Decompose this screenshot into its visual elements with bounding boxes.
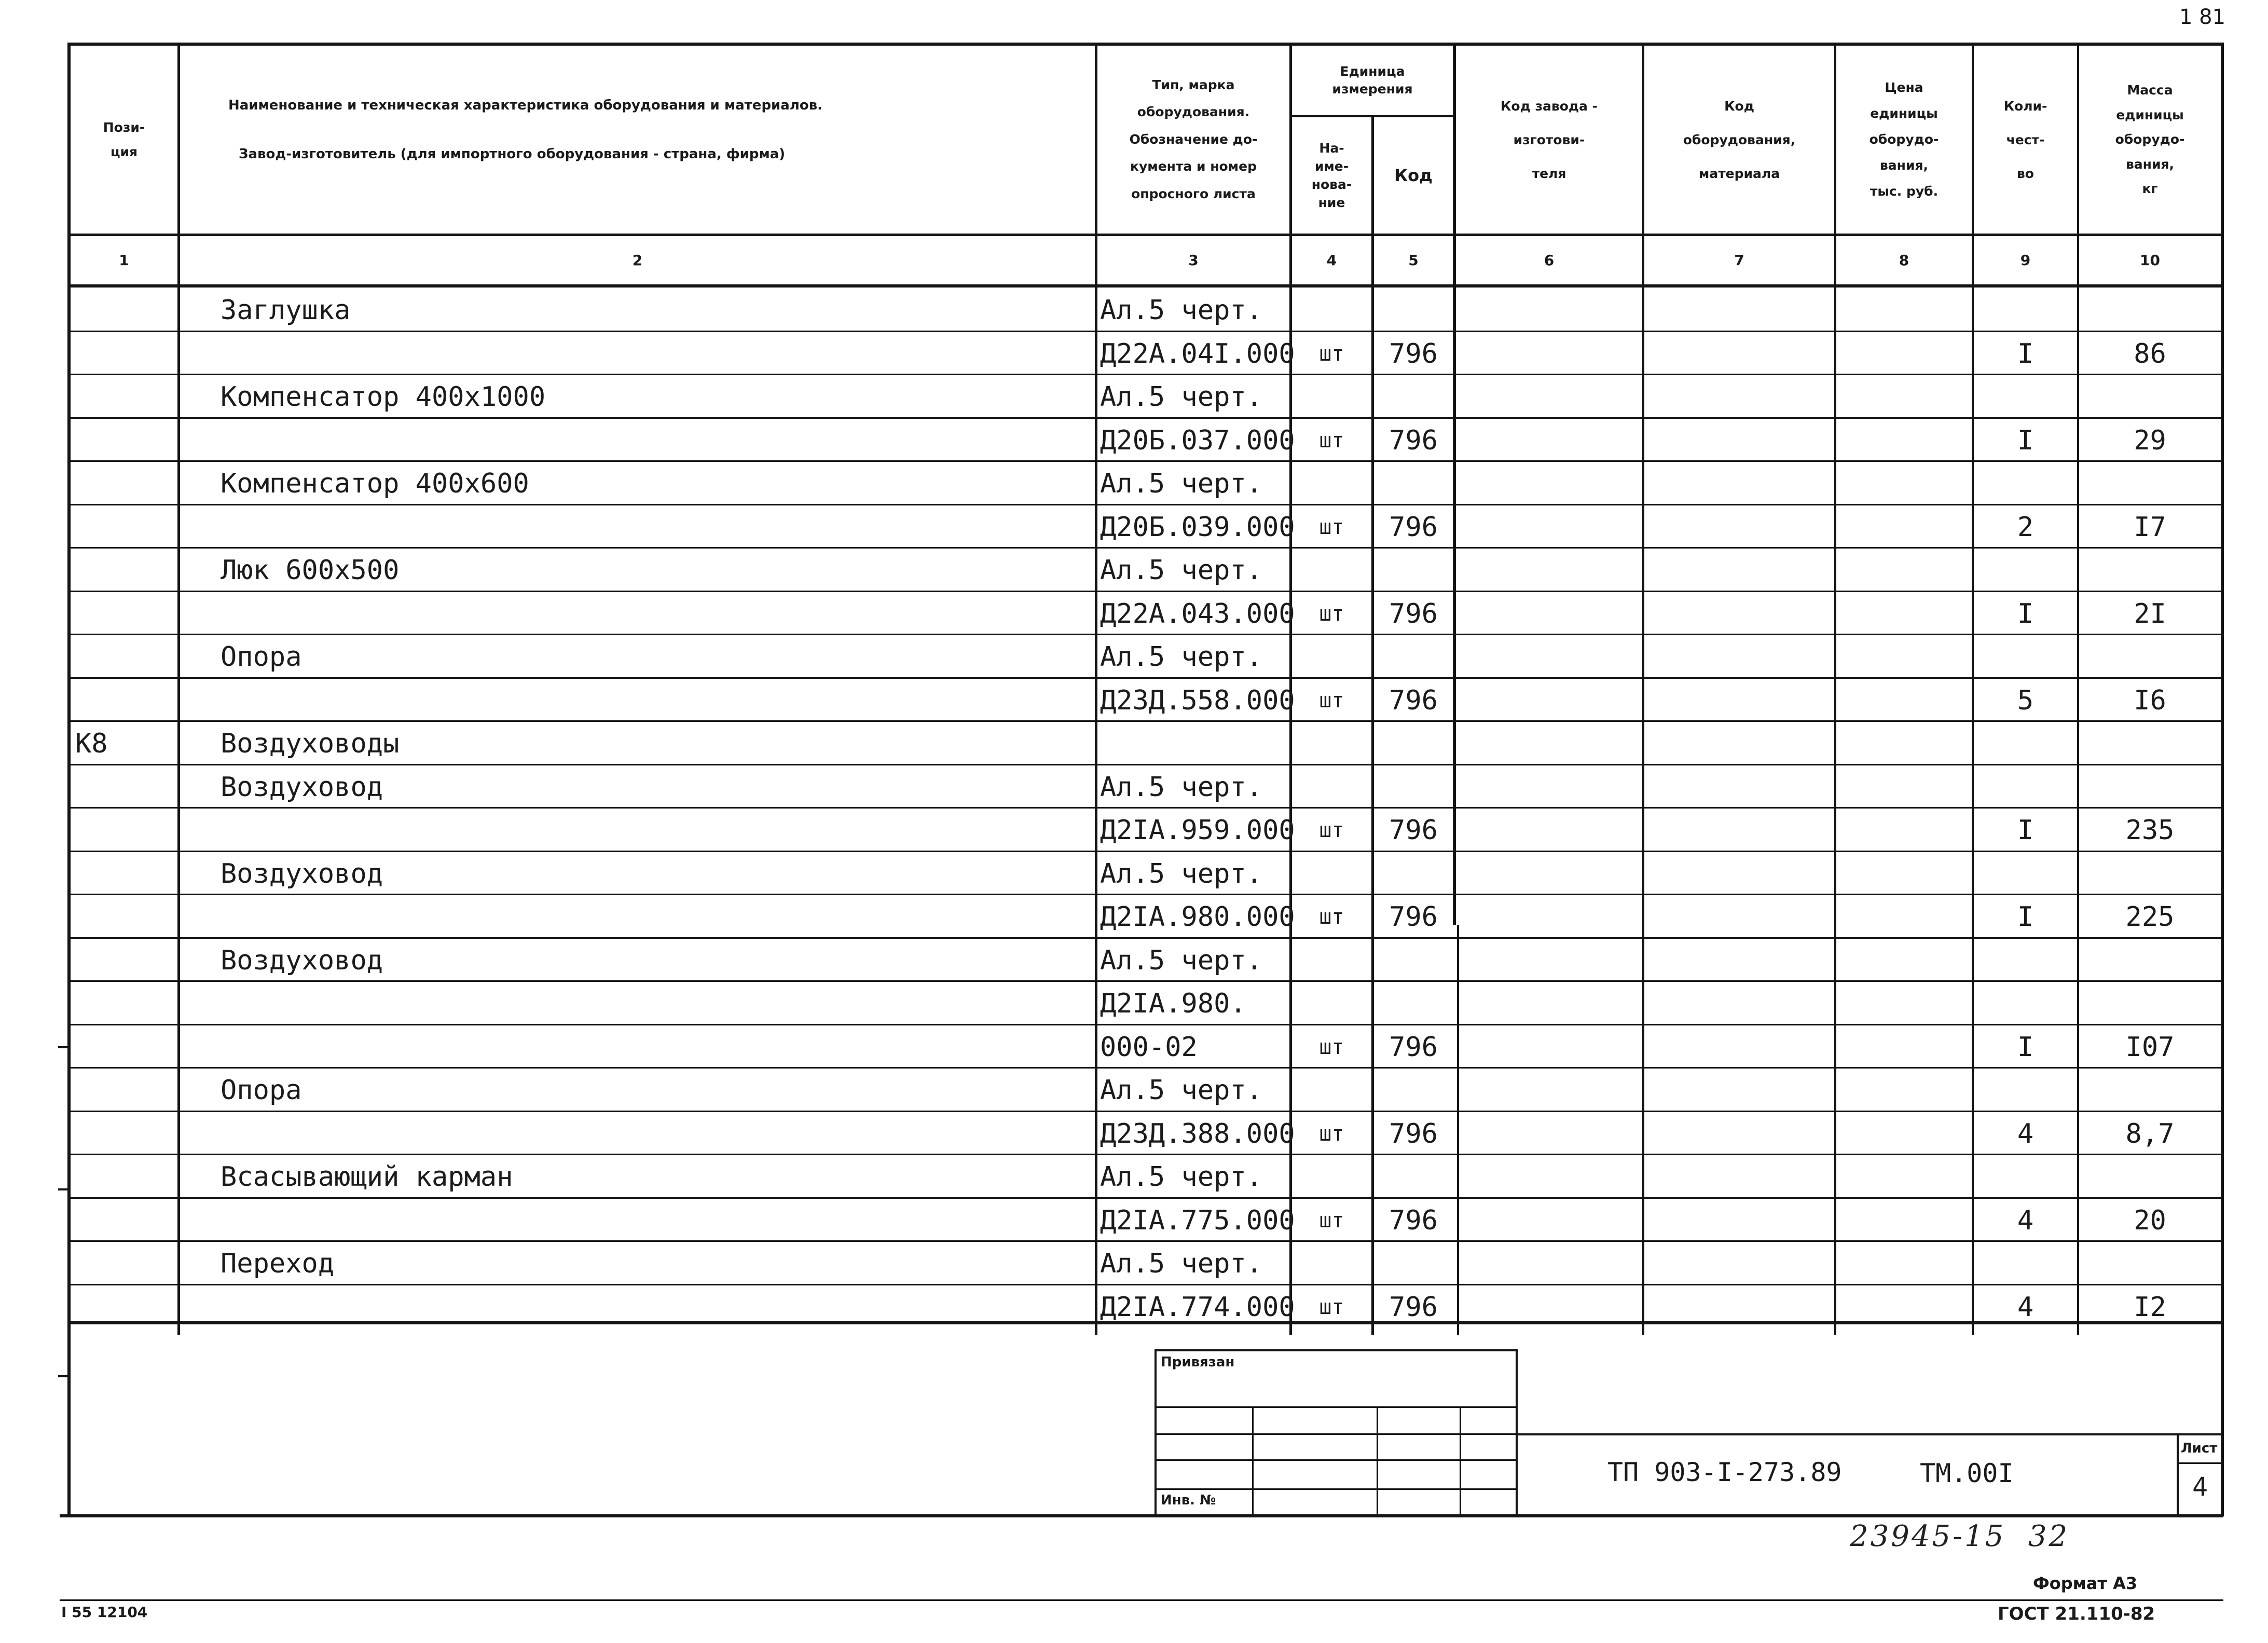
unit-code-cell <box>1374 940 1453 981</box>
name-cell: Опора <box>221 641 302 673</box>
header-name-line1: Наименование и техническая характеристика оборудования и материалов. <box>228 98 823 113</box>
quantity-cell <box>1974 376 2077 418</box>
quantity-cell: 5 <box>2017 685 2034 716</box>
footer-left-code: I 55 12104 <box>61 1604 148 1621</box>
mass-cell <box>2079 983 2221 1024</box>
stamp-h3 <box>1154 1459 1518 1461</box>
mass-cell: 20 <box>2134 1205 2166 1236</box>
name-cell: Воздуховоды <box>221 728 400 759</box>
unit-cell <box>1292 766 1371 808</box>
vline-5b <box>1457 925 1459 1335</box>
name-cell: Компенсатор 400х600 <box>221 468 529 499</box>
numbers-bottom-line <box>69 284 2223 287</box>
sheet-label: Лист <box>2181 1441 2218 1456</box>
unit-cell <box>1292 1243 1371 1284</box>
stamp-right <box>1516 1349 1518 1515</box>
mass-cell: I7 <box>2134 512 2166 543</box>
quantity-cell <box>1974 983 2077 1024</box>
column-number: 10 <box>2140 251 2160 269</box>
mass-cell <box>2079 1070 2221 1111</box>
quantity-cell: 2 <box>2017 512 2034 543</box>
name-cell: Заглушка <box>221 295 351 326</box>
unit-cell: шт <box>1319 602 1344 626</box>
sheet-box-left <box>2177 1433 2179 1516</box>
corner-mark: 1 81 <box>2179 5 2226 29</box>
stamp-h1 <box>1154 1406 1518 1408</box>
doc-cell: Ал.5 черт. <box>1100 772 1263 803</box>
doc-cell: Д23Д.558.000 <box>1100 685 1295 716</box>
mass-cell: 8,7 <box>2125 1118 2175 1149</box>
unit-cell: шт <box>1319 905 1344 929</box>
column-number: 6 <box>1544 251 1555 269</box>
unit-code-cell <box>1374 766 1453 808</box>
doc-cell: Ал.5 черт. <box>1100 641 1263 673</box>
unit-code-cell: 796 <box>1389 598 1438 629</box>
unit-code-cell <box>1374 376 1453 418</box>
stamp-v2 <box>1377 1406 1378 1515</box>
doc-cell: Ал.5 черт. <box>1100 1248 1263 1279</box>
column-number: 8 <box>1899 251 1909 269</box>
unit-cell <box>1292 463 1371 504</box>
unit-cell <box>1292 723 1371 764</box>
position-cell: К8 <box>75 728 108 759</box>
quantity-cell <box>1974 723 2077 764</box>
stamp-h4 <box>1154 1488 1518 1490</box>
mass-cell <box>2079 1243 2221 1284</box>
unit-code-cell: 796 <box>1389 815 1438 846</box>
stamp-h2 <box>1154 1433 1518 1435</box>
unit-cell: шт <box>1319 342 1344 366</box>
quantity-cell <box>1974 766 2077 808</box>
doc-cell: Д22А.04I.000 <box>1100 338 1295 369</box>
mass-cell <box>2079 723 2221 764</box>
unit-cell <box>1292 550 1371 591</box>
mass-cell: 225 <box>2125 901 2175 933</box>
quantity-cell <box>1974 636 2077 678</box>
mass-cell <box>2079 766 2221 808</box>
doc-cell: Д20Б.037.000 <box>1100 425 1295 456</box>
mass-cell: 2I <box>2134 598 2166 629</box>
stamp-v3 <box>1460 1406 1461 1515</box>
unit-code-cell: 796 <box>1389 1118 1438 1149</box>
column-number: 4 <box>1326 251 1337 269</box>
quantity-cell: I <box>2017 1032 2034 1063</box>
unit-cell: шт <box>1319 1122 1344 1146</box>
mass-cell: I2 <box>2134 1292 2166 1323</box>
doc-cell: Д2IА.775.000 <box>1100 1205 1295 1236</box>
column-number: 7 <box>1734 251 1744 269</box>
mass-cell: 235 <box>2125 815 2175 846</box>
quantity-cell <box>1974 550 2077 591</box>
mass-cell <box>2079 853 2221 895</box>
unit-code-cell <box>1374 723 1453 764</box>
quantity-cell <box>1974 1070 2077 1111</box>
quantity-cell: 4 <box>2017 1292 2034 1323</box>
doc-cell: Ал.5 черт. <box>1100 468 1263 499</box>
unit-code-cell: 796 <box>1389 1292 1438 1323</box>
header-unit-group: Единица измерения <box>1332 64 1413 97</box>
doc-cell: Д2IА.774.000 <box>1100 1292 1295 1323</box>
unit-cell <box>1292 376 1371 418</box>
sheet-number: 4 <box>2192 1472 2208 1502</box>
quantity-cell: I <box>2017 425 2034 456</box>
header-position: Пози- ция <box>103 119 145 159</box>
stamp-bound-label: Привязан <box>1161 1354 1235 1370</box>
mass-cell: I07 <box>2125 1032 2175 1063</box>
quantity-cell <box>1974 1243 2077 1284</box>
unit-code-cell <box>1374 1156 1453 1198</box>
header-mass: Масса единицы оборудо- вания, кг <box>2115 83 2185 197</box>
stamp-top <box>1154 1349 1518 1351</box>
mass-cell: 29 <box>2134 425 2166 456</box>
unit-cell <box>1292 290 1371 331</box>
stamp-inv-label: Инв. № <box>1161 1493 1216 1508</box>
doc-cell: Ал.5 черт. <box>1100 1075 1263 1106</box>
unit-cell: шт <box>1319 1295 1344 1319</box>
doc-cell: Д22А.043.000 <box>1100 598 1295 629</box>
unit-cell <box>1292 853 1371 895</box>
unit-cell <box>1292 1156 1371 1198</box>
column-number: 5 <box>1408 251 1419 269</box>
stamp-left <box>1154 1349 1157 1515</box>
unit-cell <box>1292 983 1371 1024</box>
unit-code-cell <box>1374 463 1453 504</box>
unit-code-cell: 796 <box>1389 1032 1438 1063</box>
column-number: 9 <box>2020 251 2031 269</box>
header-unit-code: Код <box>1394 165 1433 185</box>
quantity-cell <box>1974 940 2077 981</box>
document-code: ТП 903-I-273.89 <box>1607 1457 1842 1487</box>
mass-cell <box>2079 463 2221 504</box>
gost-label: ГОСТ 21.110-82 <box>1998 1604 2155 1624</box>
doc-cell: Ал.5 черт. <box>1100 945 1263 976</box>
unit-code-cell <box>1374 636 1453 678</box>
margin-tick-2 <box>58 1188 70 1190</box>
doc-cell: Д23Д.388.000 <box>1100 1118 1295 1149</box>
doc-cell: Ал.5 черт. <box>1100 295 1263 326</box>
name-cell: Воздуховод <box>221 945 383 976</box>
unit-code-cell: 796 <box>1389 901 1438 933</box>
unit-code-cell: 796 <box>1389 685 1438 716</box>
quantity-cell: I <box>2017 598 2034 629</box>
quantity-cell: I <box>2017 901 2034 933</box>
name-cell: Компенсатор 400х1000 <box>221 381 546 413</box>
stamp-v1 <box>1252 1406 1254 1515</box>
doc-cell: Д2IА.980. <box>1100 988 1246 1019</box>
quantity-cell <box>1974 290 2077 331</box>
margin-tick-3 <box>58 1375 70 1377</box>
name-cell: Опора <box>221 1075 302 1106</box>
doc-cell: Д20Б.039.000 <box>1100 512 1295 543</box>
mass-cell <box>2079 940 2221 981</box>
doc-cell: Д2IА.959.000 <box>1100 815 1295 846</box>
unit-code-cell: 796 <box>1389 1205 1438 1236</box>
quantity-cell: 4 <box>2017 1205 2034 1236</box>
header-plant-code: Код завода - изготови- теля <box>1500 98 1598 181</box>
doc-cell: Ал.5 черт. <box>1100 858 1263 889</box>
titleblock-top <box>1518 1433 2223 1435</box>
doc-cell: Ал.5 черт. <box>1100 381 1263 413</box>
frame-bottom <box>60 1514 2223 1517</box>
quantity-cell: 4 <box>2017 1118 2034 1149</box>
footer-line <box>60 1599 2223 1601</box>
doc-cell: Д2IА.980.000 <box>1100 901 1295 933</box>
name-cell: Всасывающий карман <box>221 1161 513 1193</box>
frame-right <box>2221 43 2224 1516</box>
quantity-cell <box>1974 1156 2077 1198</box>
header-quantity: Коли- чест- во <box>2003 98 2047 181</box>
quantity-cell <box>1974 463 2077 504</box>
mass-cell <box>2079 1156 2221 1198</box>
column-number: 3 <box>1188 251 1199 269</box>
unit-cell: шт <box>1319 818 1344 842</box>
header-equipment-code: Код оборудования, материала <box>1683 98 1796 181</box>
mass-cell <box>2079 290 2221 331</box>
column-number: 1 <box>119 251 129 269</box>
unit-cell <box>1292 636 1371 678</box>
unit-code-cell <box>1374 290 1453 331</box>
format-label: Формат А3 <box>2033 1573 2138 1593</box>
doc-cell: Ал.5 черт. <box>1100 555 1263 586</box>
unit-cell: шт <box>1319 1209 1344 1233</box>
document-mark: ТМ.00I <box>1920 1458 2014 1488</box>
sheet-box-mid <box>2177 1462 2223 1464</box>
header-type: Тип, марка оборудования. Обозначение до- кумента и номер опросного листа <box>1129 77 1258 201</box>
unit-code-cell <box>1374 1070 1453 1111</box>
unit-cell <box>1292 1070 1371 1111</box>
unit-code-cell <box>1374 1243 1453 1284</box>
unit-code-cell <box>1374 983 1453 1024</box>
mass-cell <box>2079 636 2221 678</box>
unit-cell <box>1292 940 1371 981</box>
unit-cell: шт <box>1319 1035 1344 1059</box>
name-cell: Воздуховод <box>221 772 383 803</box>
unit-code-cell: 796 <box>1389 338 1438 369</box>
unit-cell: шт <box>1319 689 1344 713</box>
mass-cell: 86 <box>2134 338 2166 369</box>
handwritten-number: 23945-15 32 <box>1850 1519 2070 1553</box>
unit-code-cell: 796 <box>1389 425 1438 456</box>
header-unit-name: На- име- нова- ние <box>1311 141 1352 210</box>
unit-code-cell: 796 <box>1389 512 1438 543</box>
name-cell: Переход <box>221 1248 335 1279</box>
mass-cell <box>2079 550 2221 591</box>
name-cell: Люк 600х500 <box>221 555 400 586</box>
quantity-cell: I <box>2017 815 2034 846</box>
quantity-cell: I <box>2017 338 2034 369</box>
quantity-cell <box>1974 853 2077 895</box>
header-name-line2: Завод-изготовитель (для импортного оборудования - страна, фирма) <box>239 146 786 162</box>
doc-cell: 000-02 <box>1100 1032 1198 1063</box>
column-number: 2 <box>632 251 643 269</box>
mass-cell <box>2079 376 2221 418</box>
unit-code-cell <box>1374 853 1453 895</box>
margin-tick-1 <box>58 1046 70 1048</box>
unit-cell: шт <box>1319 429 1344 453</box>
header-price: Цена единицы оборудо- вания, тыс. руб. <box>1869 80 1939 199</box>
doc-cell: Ал.5 черт. <box>1100 1161 1263 1193</box>
unit-cell: шт <box>1319 515 1344 539</box>
mass-cell: I6 <box>2134 685 2166 716</box>
unit-code-cell <box>1374 550 1453 591</box>
name-cell: Воздуховод <box>221 858 383 889</box>
